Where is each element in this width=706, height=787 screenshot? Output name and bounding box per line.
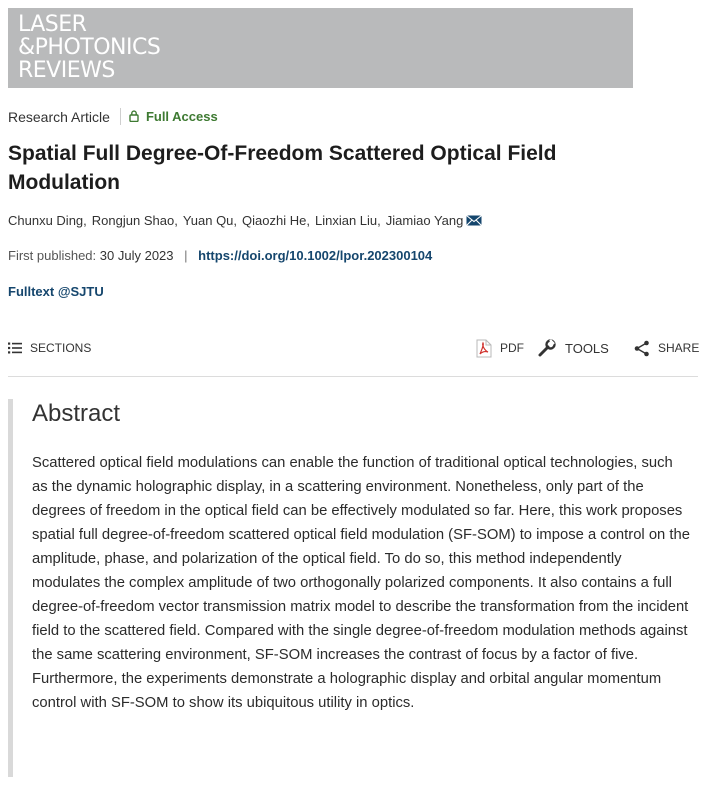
abstract-heading: Abstract xyxy=(32,400,121,427)
author-list xyxy=(8,213,482,228)
author-link[interactable]: Yuan Qu xyxy=(182,213,234,228)
share-icon xyxy=(634,340,650,357)
author-link[interactable]: Jiamiao Yang xyxy=(385,213,464,228)
author-link[interactable]: Chunxu Ding xyxy=(8,213,84,228)
journal-logo-line2: &PHOTONICS xyxy=(18,35,161,60)
meta-divider xyxy=(120,108,121,125)
article-toolbar xyxy=(8,338,698,360)
journal-logo xyxy=(18,13,160,82)
author-link[interactable]: Linxian Liu xyxy=(314,213,378,228)
tools-button[interactable] xyxy=(537,338,609,358)
author-link[interactable]: Rongjun Shao xyxy=(91,213,175,228)
published-date: 30 July 2023 xyxy=(99,248,174,263)
abstract-text: Scattered optical field modulations can enable the function of traditional optical technologies, such as the dynamic holographic display, in a scattering environment. Nonetheless, only part of the degrees of freedom in the optical field can be effectively modulated so far. Here, this work proposes spatial full degree-of-freedom scattered optical field modulation (SF-SOM) to impose a control on the amplitude, phase, and polarization of the optical field. To do so, this method independently modulates the complex amplitude of two orthogonally polarized components. It also contains a full degree-of-freedom vector transmission matrix model to describe the transformation from the incident field to the scattered field. Compared with the single degree-of-freedom modulation methods against the same scattering environment, SF-SOM increases the contrast of focus by a factor of five. Furthermore, the experiments demonstrate a holographic display and orbital angular momentum control with SF-SOM to show its ubiquitous utility in optics. xyxy=(32,455,690,711)
journal-logo-line1: LASER xyxy=(18,12,87,37)
doi-link[interactable]: https://doi.org/10.1002/lpor.202300104 xyxy=(198,248,433,263)
mail-icon[interactable] xyxy=(466,215,482,226)
list-icon xyxy=(8,342,22,354)
pub-separator: | xyxy=(184,248,188,263)
journal-logo-line3: REVIEWS xyxy=(18,58,115,83)
author-separator: , xyxy=(174,213,178,228)
publication-info xyxy=(8,248,432,263)
access-badge: Full Access xyxy=(145,109,218,124)
share-label: SHARE xyxy=(658,341,700,355)
journal-banner[interactable] xyxy=(8,8,633,88)
wrench-icon xyxy=(537,338,557,358)
published-label: First published: xyxy=(8,248,97,263)
pdf-icon xyxy=(476,339,492,358)
article-title: Spatial Full Degree-Of-Freedom Scattered Optical Field Modulation xyxy=(8,142,557,194)
section-divider xyxy=(8,376,698,377)
pdf-button[interactable] xyxy=(476,338,524,358)
tools-label: TOOLS xyxy=(565,340,609,356)
share-button[interactable] xyxy=(634,338,699,358)
article-type: Research Article xyxy=(8,108,110,125)
lock-icon xyxy=(129,110,139,122)
fulltext-link[interactable]: Fulltext @SJTU xyxy=(8,284,104,299)
sections-label: SECTIONS xyxy=(30,341,92,355)
author-separator: , xyxy=(83,213,87,228)
author-link[interactable]: Qiaozhi He xyxy=(242,213,307,228)
sections-button[interactable] xyxy=(8,338,91,358)
author-separator: , xyxy=(233,213,238,228)
article-meta xyxy=(8,108,218,125)
abstract-accent-bar xyxy=(8,399,13,777)
author-separator: , xyxy=(377,213,381,228)
pdf-label: PDF xyxy=(500,341,524,355)
author-separator: , xyxy=(306,213,310,228)
